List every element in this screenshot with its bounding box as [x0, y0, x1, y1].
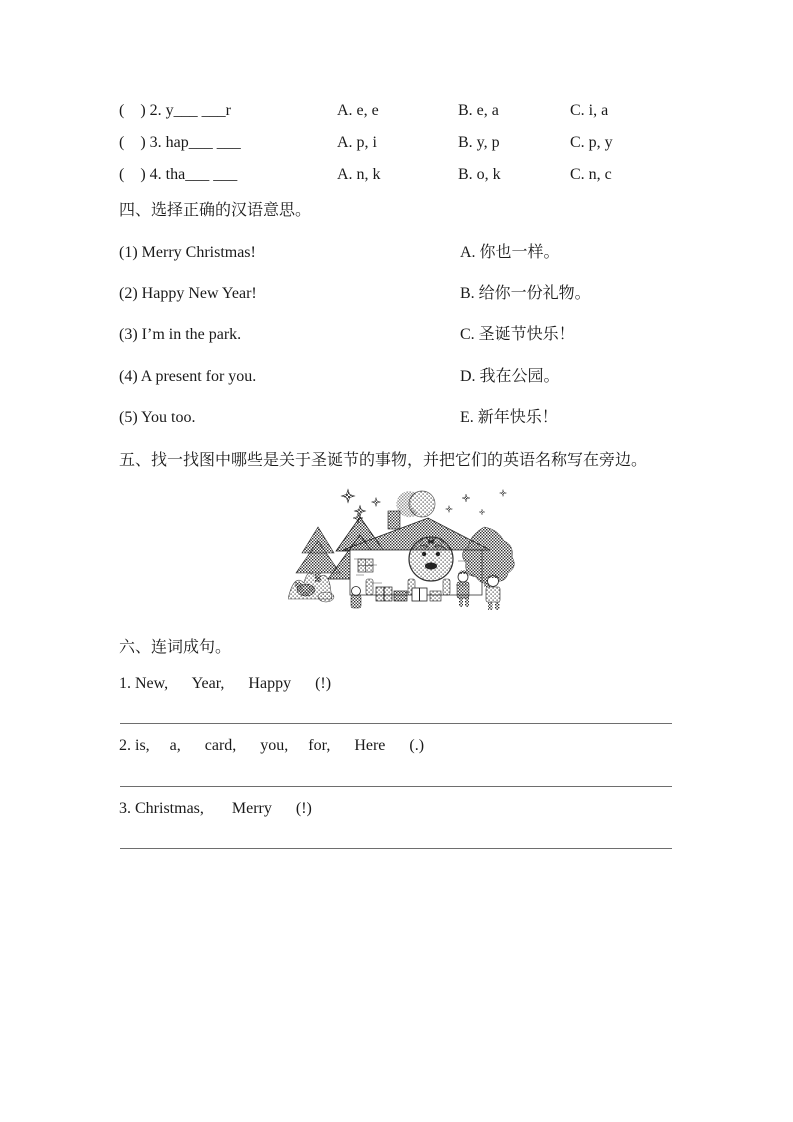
section4-item-3: (3) I’m in the park. [119, 326, 242, 343]
section6-item-1: 1. New, Year, Happy (!) [119, 675, 332, 692]
section4-choice-c: C. 圣诞节快乐！ [460, 326, 575, 343]
section4-choice-e: E. 新年快乐！ [460, 409, 558, 426]
section4-choice-d: D. 我在公园。 [460, 368, 560, 385]
christmas-scene-illustration [288, 487, 521, 613]
fill-blank-row-4-option-b: B. o, k [458, 166, 501, 183]
fill-blank-row-4-stem: ( ) 4. tha___ ___ [119, 166, 238, 183]
section5-title: 五、找一找图中哪些是关于圣诞节的事物，并把它们的英语名称写在旁边。 [119, 452, 648, 469]
section4-item-2: (2) Happy New Year! [119, 285, 257, 302]
answer-line-2 [120, 786, 672, 787]
fill-blank-row-3-option-a: A. p, i [337, 134, 377, 151]
fill-blank-row-3-stem: ( ) 3. hap___ ___ [119, 134, 241, 151]
section4-choice-a: A. 你也一样。 [460, 244, 560, 261]
section4-item-5: (5) You too. [119, 409, 196, 426]
fill-blank-row-2-option-b: B. e, a [458, 102, 499, 119]
fill-blank-row-4-option-c: C. n, c [570, 166, 612, 183]
section6-item-2: 2. is, a, card, you, for, Here (.) [119, 737, 425, 754]
answer-line-1 [120, 723, 672, 724]
section4-item-1: (1) Merry Christmas! [119, 244, 256, 261]
fill-blank-row-2-option-c: C. i, a [570, 102, 609, 119]
fill-blank-row-3-option-b: B. y, p [458, 134, 500, 151]
answer-line-3 [120, 848, 672, 849]
section6-item-3: 3. Christmas, Merry (!) [119, 800, 312, 817]
fill-blank-row-3-option-c: C. p, y [570, 134, 613, 151]
fill-blank-row-4-option-a: A. n, k [337, 166, 381, 183]
christmas-scene-icon [288, 487, 521, 613]
section4-title: 四、选择正确的汉语意思。 [119, 202, 312, 219]
section6-title: 六、连词成句。 [119, 639, 232, 656]
section4-choice-b: B. 给你一份礼物。 [460, 285, 591, 302]
fill-blank-row-2-option-a: A. e, e [337, 102, 379, 119]
section4-item-4: (4) A present for you. [119, 368, 257, 385]
fill-blank-row-2-stem: ( ) 2. y___ ___r [119, 102, 231, 119]
